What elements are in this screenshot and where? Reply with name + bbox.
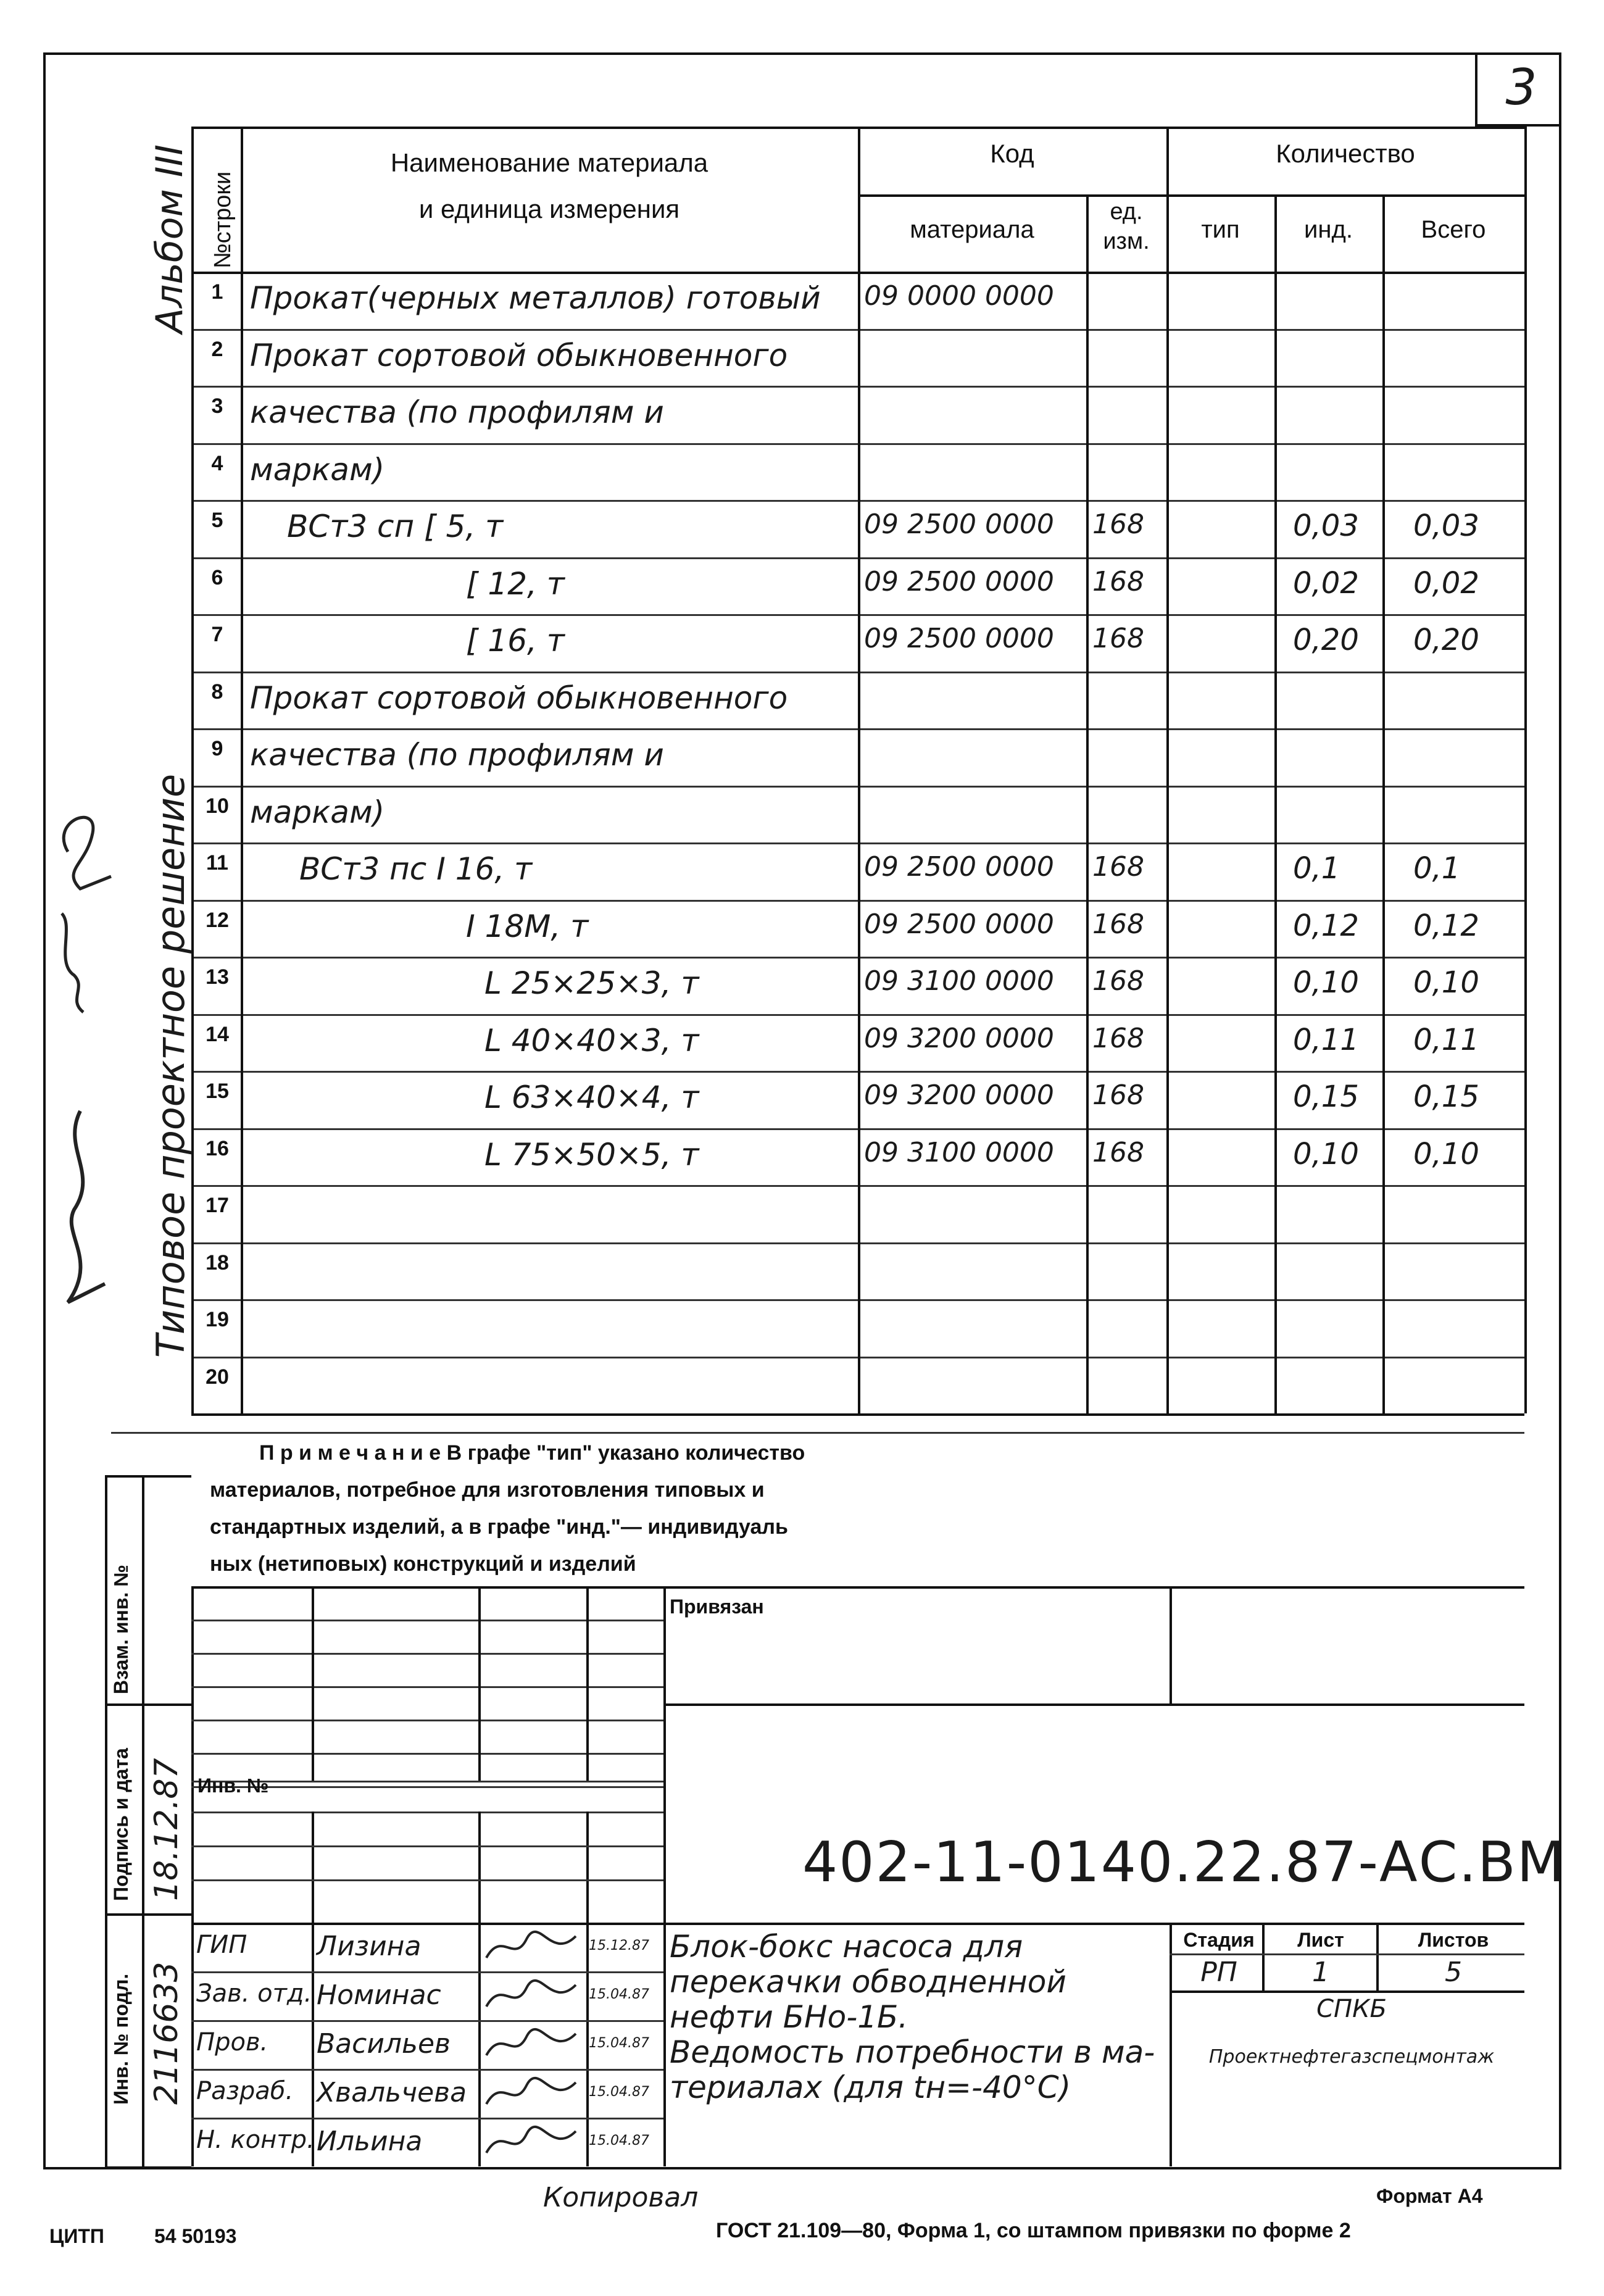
sheets-label: Листов <box>1418 1929 1489 1951</box>
col-typ <box>1166 127 1169 1413</box>
header-total: Всего <box>1421 216 1486 243</box>
side-podpis-label: Подпись и дата <box>110 1748 132 1901</box>
side-title: Типовое проектное решение <box>148 773 193 1358</box>
title-line3: нефти БНо-1Б. <box>670 1999 908 2035</box>
row-ind: 0,03 <box>1293 509 1359 543</box>
format-label: Формат А4 <box>1376 2185 1483 2207</box>
row-number: 13 <box>206 965 229 989</box>
stamp-row-line <box>191 1653 663 1655</box>
signatory-date: 15.04.87 <box>589 2133 649 2148</box>
citp-code: 54 50193 <box>154 2225 237 2247</box>
row-unit: 168 <box>1092 1136 1144 1168</box>
stamp-col-1 <box>312 1586 314 1781</box>
org-line1: СПКБ <box>1316 1995 1387 2023</box>
row-total: 0,20 <box>1413 623 1479 657</box>
row-ind: 0,10 <box>1293 1136 1359 1171</box>
stage-divider <box>1170 1923 1172 2166</box>
row-name: качества (по профилям и <box>250 394 664 430</box>
stamp-row-line <box>191 1620 663 1621</box>
stamp-row-line <box>191 1879 663 1881</box>
org-line2: Проектнефтегазспецмонтаж <box>1208 2046 1495 2068</box>
row-number: 1 <box>211 280 223 304</box>
side-inv-podl-label: Инв. № подл. <box>110 1973 132 2105</box>
row-name: Прокат сортовой обыкновенного <box>250 337 788 373</box>
signatory-role: Н. контр. <box>196 2126 315 2154</box>
row-ind: 0,20 <box>1293 623 1359 657</box>
designation: 402-11-0140.22.87-АС.ВМ <box>802 1830 1566 1895</box>
sheets-divider <box>1376 1923 1379 1990</box>
signatory-date: 15.12.87 <box>589 1938 649 1953</box>
row-code: 09 3200 0000 <box>864 1022 1054 1054</box>
col-ind <box>1274 194 1277 1413</box>
stamp-top-line <box>191 1586 1524 1589</box>
row-number: 3 <box>211 394 223 418</box>
note-top-line <box>111 1432 1524 1434</box>
signatory-date: 15.04.87 <box>589 1987 649 2002</box>
row-number: 20 <box>206 1365 229 1389</box>
side-date-handwritten: 18.12.87 <box>148 1758 185 1901</box>
row-code: 09 2500 0000 <box>864 623 1054 654</box>
row-ind: 0,12 <box>1293 908 1359 943</box>
privyazan-divider <box>1170 1586 1172 1703</box>
signatory-name: Лизина <box>317 1931 422 1962</box>
row-number: 10 <box>206 794 229 818</box>
row-code: 09 0000 0000 <box>864 280 1054 312</box>
privyazan-label: Привязан <box>670 1595 764 1618</box>
header-code: Код <box>990 139 1034 168</box>
signature-scribble <box>483 2122 582 2165</box>
row-ind: 0,02 <box>1293 565 1359 601</box>
header-unit-line1: ед. <box>1110 199 1143 225</box>
row-number: 18 <box>206 1250 229 1275</box>
row-total: 0,12 <box>1413 908 1479 943</box>
row-number: 8 <box>211 680 223 704</box>
stamp-col-2 <box>478 1586 481 1781</box>
row-total: 0,15 <box>1413 1079 1479 1114</box>
side-stamp-left <box>105 1475 107 2166</box>
signature-scribble <box>483 1976 582 2019</box>
note-line4: ных (нетиповых) конструкций и изделий <box>210 1552 636 1576</box>
row-unit: 168 <box>1092 851 1144 883</box>
signatory-row-line <box>191 2020 663 2022</box>
title-line1: Блок-бокс насоса для <box>670 1929 1023 1965</box>
stamp-col-3 <box>586 1586 589 1781</box>
signature-scribble <box>483 2073 582 2116</box>
row-total: 0,11 <box>1413 1022 1479 1057</box>
row-name: ВСт3 сп [ 5, т <box>287 509 504 544</box>
row-name: I 18М, т <box>466 908 589 944</box>
col-total <box>1382 194 1385 1413</box>
signatory-date: 15.04.87 <box>589 2036 649 2051</box>
row-ind: 0,11 <box>1293 1022 1359 1057</box>
header-name-line1: Наименование материала <box>390 148 709 177</box>
note-line2: материалов, потребное для изготовления типовых и <box>210 1478 765 1502</box>
row-name: Прокат(черных металлов) готовый <box>250 280 821 316</box>
row-name: [ 12, т <box>466 565 565 602</box>
stamp-row-line <box>191 1720 663 1721</box>
album-label: Альбом III <box>148 144 191 333</box>
signature-mark-1 <box>64 817 111 889</box>
side-stamp-split-2 <box>105 1913 191 1916</box>
row-total: 0,10 <box>1413 965 1479 1000</box>
side-stamp-top <box>105 1475 191 1478</box>
row-number: 2 <box>211 337 223 361</box>
header-ind: инд. <box>1304 216 1353 243</box>
signatory-name: Ильина <box>317 2126 423 2157</box>
row-code: 09 2500 0000 <box>864 851 1054 883</box>
row-number: 19 <box>206 1308 229 1331</box>
row-name: качества (по профилям и <box>250 737 664 773</box>
row-name: маркам) <box>250 451 385 488</box>
row-code: 09 3200 0000 <box>864 1079 1054 1111</box>
row-code: 09 3100 0000 <box>864 1136 1054 1168</box>
col-unit <box>1086 194 1089 1413</box>
sheet-number: 3 <box>1505 59 1537 116</box>
row-name: [ 16, т <box>466 623 565 659</box>
row-name: L 25×25×3, т <box>484 965 699 1001</box>
inv-no-label: Инв. № <box>197 1774 269 1797</box>
row-total: 0,10 <box>1413 1136 1479 1171</box>
row-code: 09 3100 0000 <box>864 965 1054 997</box>
row-name: ВСт3 пс I 16, т <box>299 851 533 887</box>
inv-bottom-line <box>191 1811 663 1813</box>
designation-bottom-line <box>191 1923 1524 1925</box>
stage-label-line <box>1170 1953 1524 1955</box>
title-line4: Ведомость потребности в ма- <box>670 2034 1155 2070</box>
signatory-role: ГИП <box>196 1931 247 1959</box>
row-number: 16 <box>206 1136 229 1160</box>
row-number: 11 <box>206 851 228 875</box>
row-code: 09 2500 0000 <box>864 908 1054 940</box>
signatory-role: Пров. <box>196 2028 268 2057</box>
row-number: 4 <box>211 451 223 475</box>
row-number: 6 <box>211 565 223 589</box>
signatory-name: Номинас <box>317 1979 441 2011</box>
row-line <box>191 1413 1524 1416</box>
col-right <box>1524 127 1527 1413</box>
citp-label: ЦИТП <box>49 2225 104 2247</box>
signatory-role: Разраб. <box>196 2077 294 2105</box>
signatory-row-line <box>191 1971 663 1973</box>
signatory-date: 15.04.87 <box>589 2084 649 2100</box>
signatory-row-line <box>191 2069 663 2071</box>
row-ind: 0,1 <box>1293 851 1340 886</box>
stamp-row-line <box>191 1753 663 1755</box>
stage-label: Стадия <box>1183 1929 1255 1951</box>
header-quantity: Количество <box>1276 139 1415 168</box>
row-number: 7 <box>211 623 223 646</box>
side-vzam-label: Взам. инв. № <box>110 1565 132 1694</box>
copied-label: Копировал <box>543 2182 699 2213</box>
side-stamp-bottom <box>105 2166 191 2169</box>
row-ind: 0,10 <box>1293 965 1359 1000</box>
signature-scribble <box>483 2024 582 2068</box>
signatory-row-line <box>191 2118 663 2119</box>
row-unit: 168 <box>1092 1079 1144 1111</box>
row-unit: 168 <box>1092 908 1144 940</box>
row-unit: 168 <box>1092 965 1144 997</box>
stamp-col-1b <box>312 1811 314 2166</box>
signature-mark-3 <box>68 1111 105 1302</box>
row-unit: 168 <box>1092 565 1144 597</box>
stage-value: РП <box>1200 1957 1237 1988</box>
row-unit: 168 <box>1092 623 1144 654</box>
row-total: 0,1 <box>1413 851 1461 886</box>
stamp-row-line <box>191 1686 663 1688</box>
side-stamp-mid <box>142 1475 144 2166</box>
title-line5: териалах (для tн=-40°С) <box>670 2069 1071 2105</box>
margin-signatures <box>25 728 148 1346</box>
sheets-value: 5 <box>1445 1957 1462 1988</box>
header-name-line2: и единица измерения <box>418 194 680 223</box>
row-name: L 40×40×3, т <box>484 1022 699 1059</box>
row-code: 09 2500 0000 <box>864 565 1054 597</box>
row-name: маркам) <box>250 794 385 830</box>
row-number: 9 <box>211 737 223 760</box>
side-inv-handwritten: 2116633 <box>148 1961 185 2105</box>
signatory-role: Зав. отд. <box>196 1979 312 2008</box>
header-row-no: №строки <box>210 171 236 268</box>
col-num <box>241 127 243 1413</box>
signatory-name: Хвальчева <box>317 2077 467 2108</box>
stamp-main-divider <box>663 1586 666 2166</box>
row-number: 5 <box>211 509 223 532</box>
row-total: 0,03 <box>1413 509 1479 543</box>
row-name: L 63×40×4, т <box>484 1079 699 1115</box>
note-line1: П р и м е ч а н и е В графе "тип" указано количество <box>259 1441 805 1465</box>
header-material: материала <box>910 216 1034 243</box>
row-name: Прокат сортовой обыкновенного <box>250 680 788 716</box>
row-number: 12 <box>206 908 229 932</box>
row-number: 14 <box>206 1022 229 1046</box>
signature-mark-2 <box>62 913 83 1012</box>
stamp-row-line <box>191 1845 663 1847</box>
header-unit-line2: изм. <box>1103 228 1150 254</box>
header-sub-line <box>858 194 1524 197</box>
stage-value-line <box>1170 1990 1524 1993</box>
row-unit: 168 <box>1092 509 1144 540</box>
row-unit: 168 <box>1092 1022 1144 1054</box>
sheet-divider <box>1262 1923 1265 1990</box>
side-stamp-split-1 <box>105 1703 191 1706</box>
row-code: 09 2500 0000 <box>864 509 1054 540</box>
row-number: 17 <box>206 1194 229 1217</box>
signature-scribble <box>483 1927 582 1970</box>
row-ind: 0,15 <box>1293 1079 1359 1114</box>
row-number: 15 <box>206 1079 229 1103</box>
gost-label: ГОСТ 21.109—80, Форма 1, со штампом привязки по форме 2 <box>716 2219 1351 2242</box>
signatory-name: Васильев <box>317 2028 451 2060</box>
sheet-value: 1 <box>1312 1957 1329 1988</box>
row-name: L 75×50×5, т <box>484 1136 699 1173</box>
privyazan-bottom-line <box>663 1703 1524 1706</box>
sheet-label: Лист <box>1297 1929 1344 1951</box>
title-line2: перекачки обводненной <box>670 1964 1066 2000</box>
note-line3: стандартных изделий, а в графе "инд."— индивидуаль <box>210 1515 788 1539</box>
stamp-left-line <box>191 1586 194 2166</box>
row-total: 0,02 <box>1413 565 1479 601</box>
stamp-col-2b <box>478 1811 481 2166</box>
header-type: тип <box>1201 216 1240 243</box>
